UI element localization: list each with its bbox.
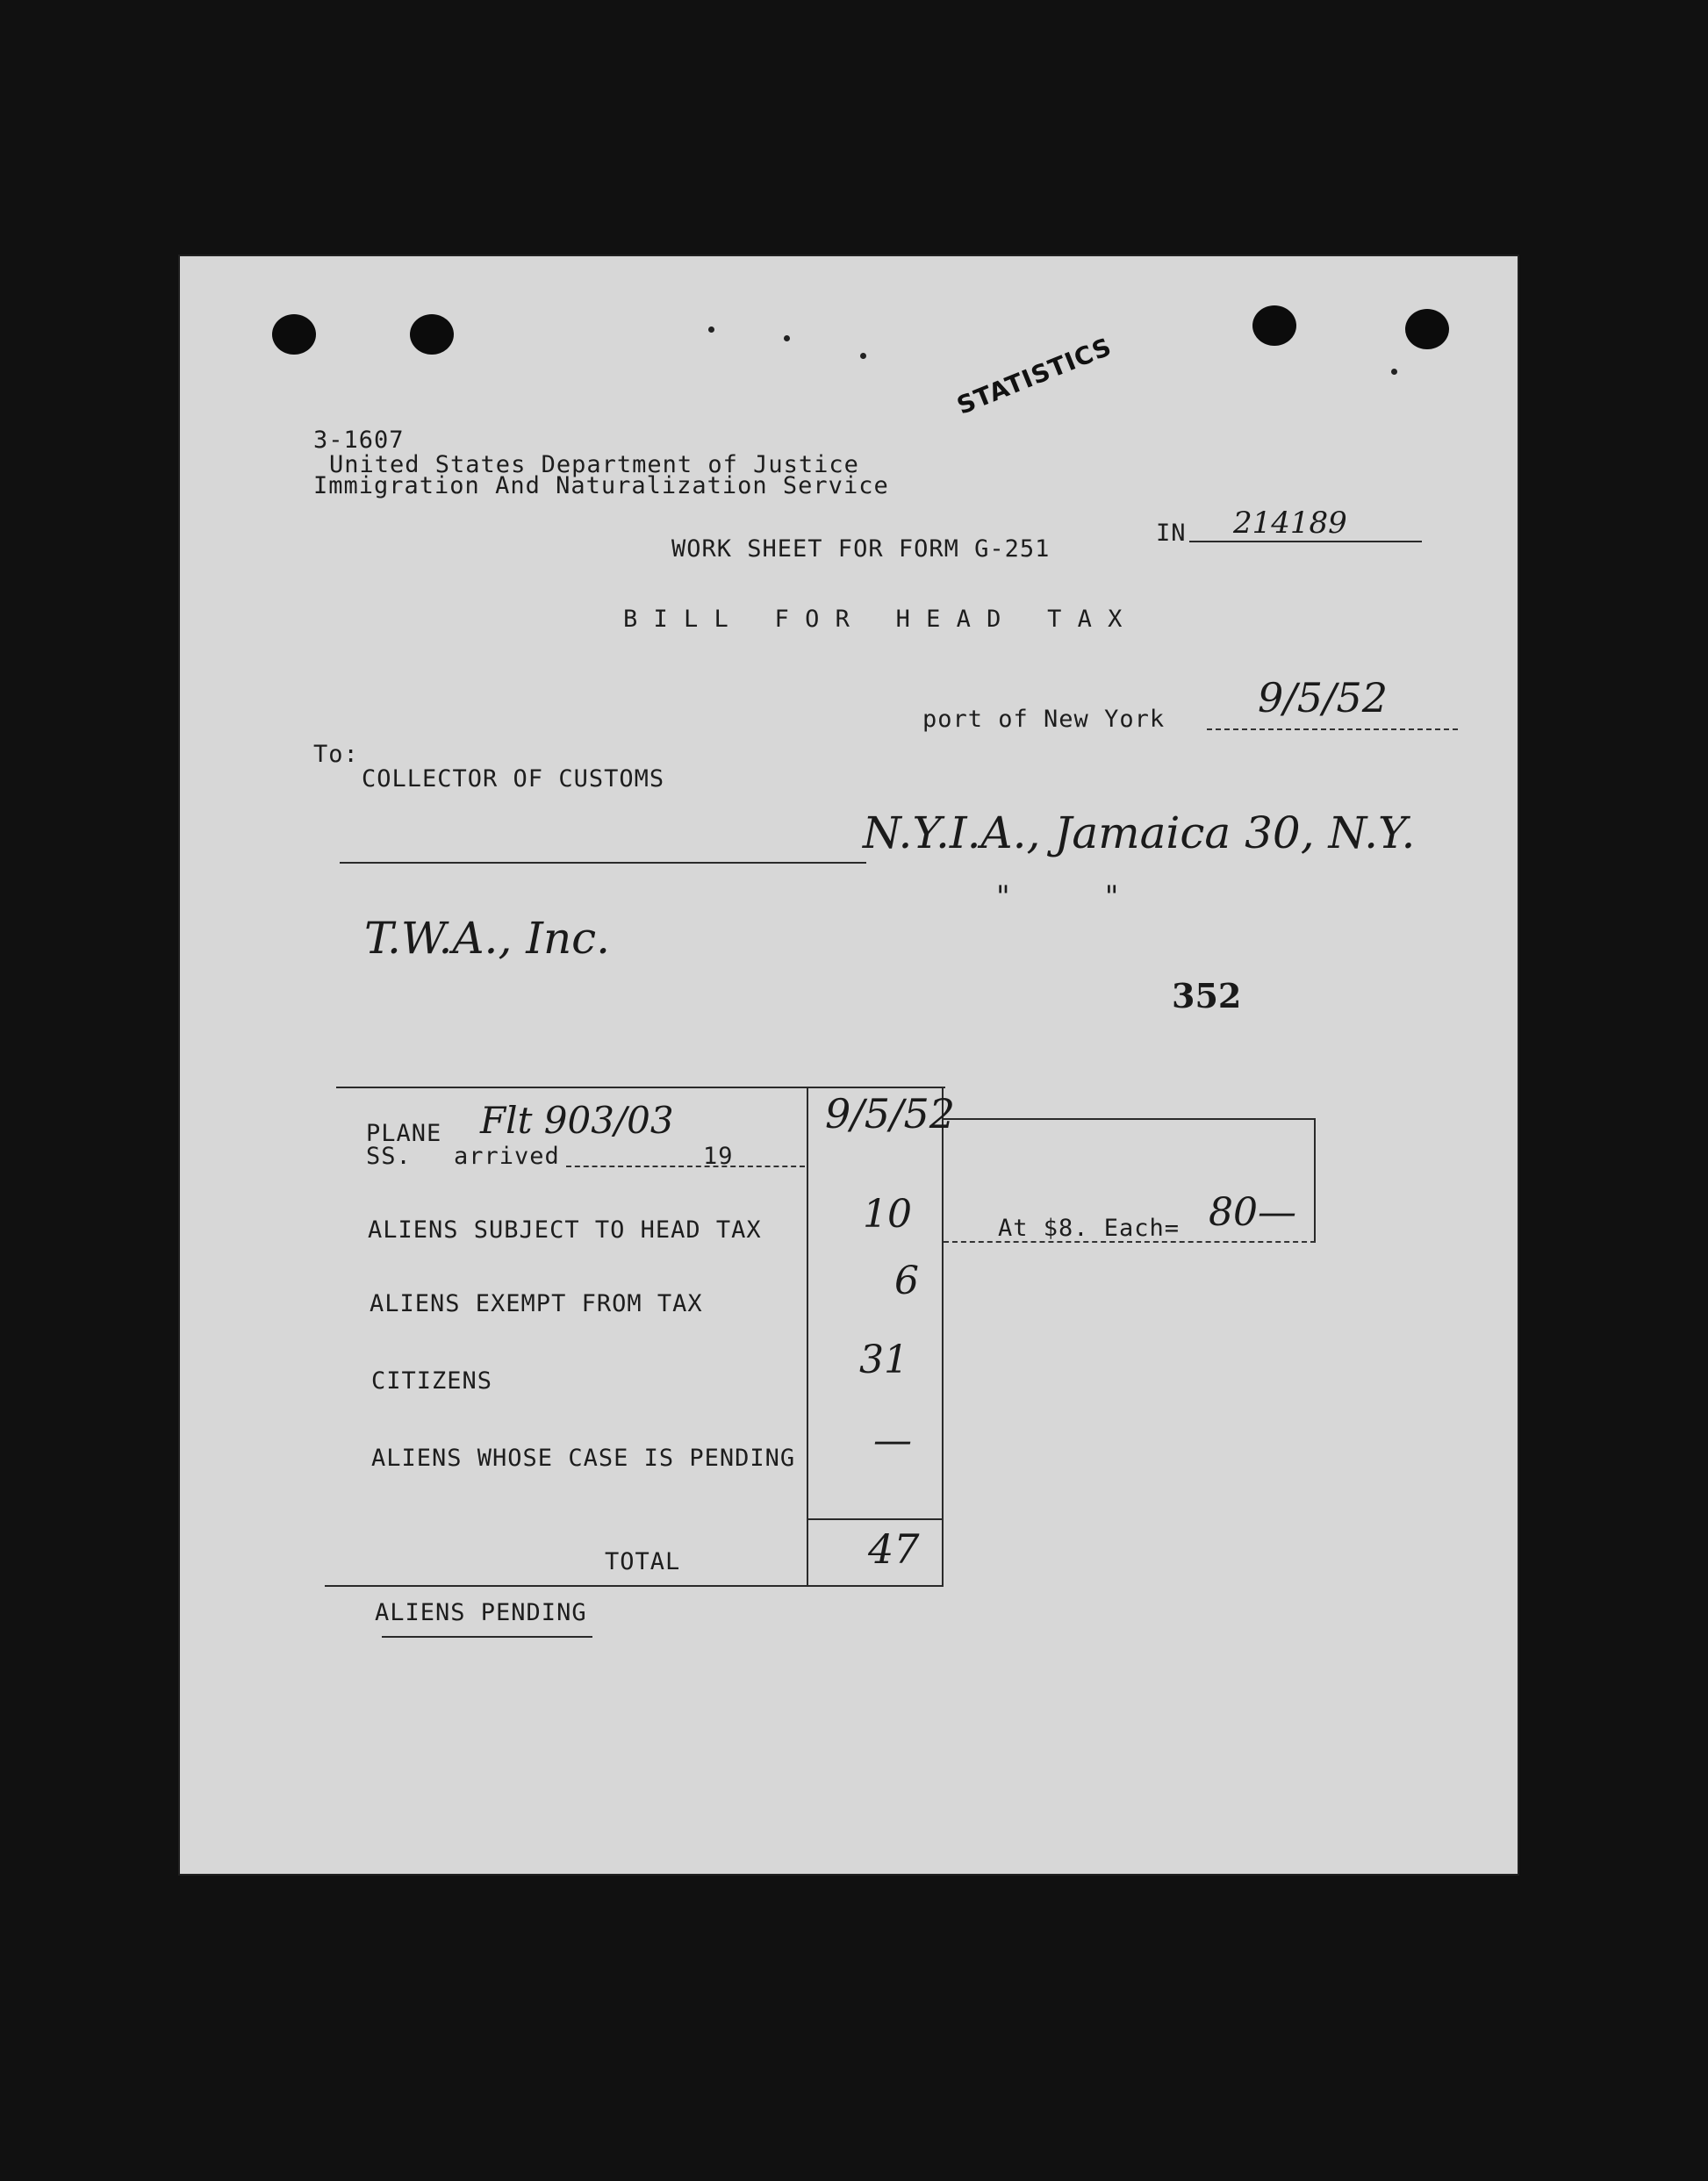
reference-number: 352 [1172,976,1242,1015]
address-location: N.Y.I.A., Jamaica 30, N.Y. [863,807,1416,858]
address-line [340,862,866,864]
row-label-subject-to-tax: ALIENS SUBJECT TO HEAD TAX [368,1216,762,1244]
port-label: port of New York [922,706,1166,733]
to-label: To: [313,741,359,768]
statistics-stamp: STATISTICS [952,332,1116,420]
speck-icon [784,335,790,341]
year-prefix: 19 [703,1143,734,1170]
row-value-exempt: 6 [894,1259,919,1303]
arrived-label: arrived [454,1143,560,1170]
speck-icon [1391,369,1397,375]
total-value: 47 [868,1525,920,1573]
arrival-date: 9/5/52 [825,1090,956,1137]
row-label-exempt: ALIENS EXEMPT FROM TAX [370,1290,703,1317]
plane-label: PLANE [366,1120,442,1147]
document-page [180,256,1518,1874]
arrived-underline [566,1166,805,1167]
table-bottom-border [325,1585,944,1587]
speck-icon [860,353,866,359]
punch-hole-icon [272,314,316,355]
plane-value: Flt 903/03 [480,1099,674,1142]
in-label: IN [1156,520,1187,547]
total-top-border [807,1518,944,1520]
total-label: TOTAL [605,1548,681,1575]
table-divider-right [942,1087,944,1587]
table-divider-left [807,1087,808,1587]
rate-box-right [1314,1118,1316,1243]
department-name: United States Department of Justice [329,451,859,478]
ss-label: SS. [366,1143,412,1170]
in-number-underline [1189,541,1422,542]
in-number: 214189 [1233,506,1347,541]
row-value-pending: — [873,1418,912,1463]
rate-box-top [944,1118,1316,1120]
punch-hole-icon [1252,305,1296,346]
bill-title: B I L L F O R H E A D T A X [623,606,1123,633]
worksheet-title: WORK SHEET FOR FORM G-251 [671,535,1051,563]
row-value-subject-to-tax: 10 [863,1192,912,1237]
port-date: 9/5/52 [1258,674,1389,721]
speck-icon [708,326,714,333]
collector-of-customs: COLLECTOR OF CUSTOMS [362,765,665,793]
aliens-pending-label: ALIENS PENDING [375,1599,587,1626]
rate-label: At $8. Each= [998,1215,1181,1242]
punch-hole-icon [410,314,454,355]
punch-hole-icon [1405,309,1449,349]
rate-amount: 80— [1209,1190,1296,1235]
aliens-pending-underline [382,1636,592,1638]
carrier-name: T.W.A., Inc. [364,913,611,964]
service-name: Immigration And Naturalization Service [313,472,889,499]
port-date-underline [1207,728,1458,730]
table-top-border [336,1087,945,1088]
row-value-citizens: 31 [859,1338,908,1382]
ditto-marks: " " [996,879,1119,915]
form-number: 3-1607 [313,427,405,454]
row-label-citizens: CITIZENS [371,1367,493,1395]
row-label-pending: ALIENS WHOSE CASE IS PENDING [371,1445,796,1472]
